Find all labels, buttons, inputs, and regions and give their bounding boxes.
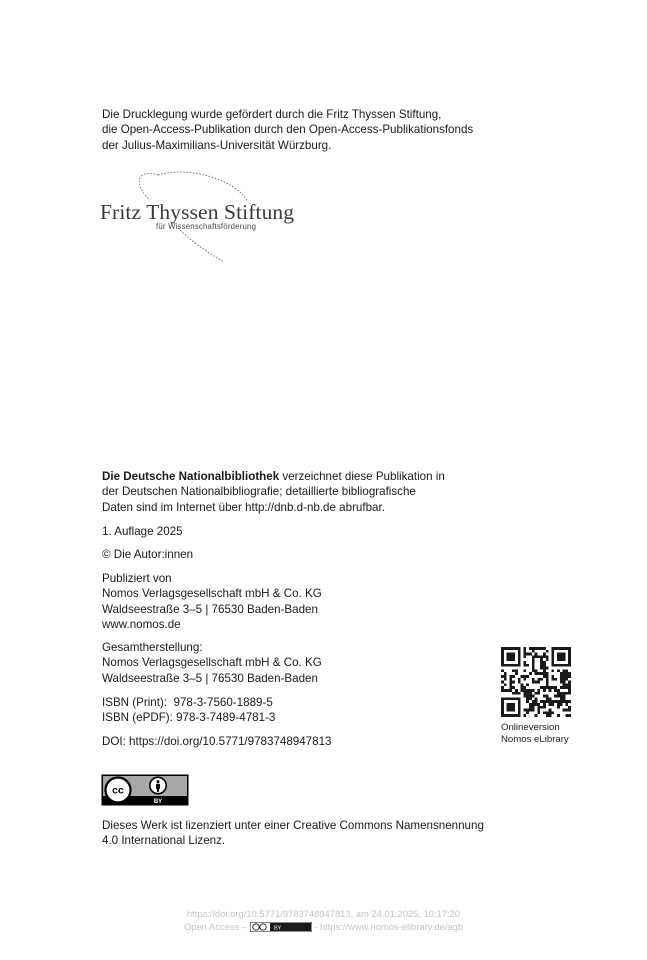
production: [102, 640, 322, 686]
funding-line: die Open-Access-Publikation durch den Open-Access-Publikationsfonds: [102, 123, 474, 137]
publisher-line: Waldseestraße 3–5 | 76530 Baden-Baden: [102, 602, 318, 616]
license-line: 4.0 International Lizenz.: [102, 834, 226, 848]
publisher: [102, 571, 322, 633]
funding-line: Die Drucklegung wurde gefördert durch die Fritz Thyssen Stiftung,: [102, 108, 442, 121]
dnb-line: Daten sind im Internet über http://dnb.d-nb.de abrufbar.: [102, 500, 385, 514]
publisher-line: Nomos Verlagsgesellschaft mbH & Co. KG: [102, 587, 322, 601]
access-watermark: [0, 908, 647, 933]
qr-caption-line: Nomos eLibrary: [501, 734, 569, 745]
copyright: [102, 547, 193, 562]
dnb-line: der Deutschen Nationalbibliografie; detaillierte bibliografische: [102, 485, 416, 499]
publisher-line: Publiziert von: [102, 572, 172, 585]
dnb-line: [102, 469, 445, 484]
mini-cc-by-icon: [250, 922, 312, 932]
qr-caption: [501, 722, 581, 746]
qr-code-icon: [501, 647, 571, 717]
qr-block: [501, 647, 581, 746]
watermark-prefix: Open Access –: [183, 920, 250, 932]
logo-subtitle: für Wissenschaftsförderung: [156, 222, 257, 231]
dnb-bold: Die Deutsche Nationalbibliothek: [102, 470, 280, 483]
license-notice: [102, 818, 484, 849]
production-line: Gesamtherstellung:: [102, 641, 203, 654]
doi-text: DOI: https://doi.org/10.5771/9783748947813: [102, 735, 332, 748]
edition-text: 1. Auflage 2025: [102, 525, 183, 538]
logo-name: Fritz Thyssen Stiftung: [100, 200, 295, 224]
production-line: Waldseestraße 3–5 | 76530 Baden-Baden: [102, 671, 318, 685]
isbn-epdf: ISBN (ePDF): 978-3-7489-4781-3: [102, 711, 276, 725]
dnb-notice: [102, 469, 445, 515]
cc-by-badge: [101, 774, 189, 806]
publisher-website: www.nomos.de: [102, 618, 181, 632]
watermark-line: [0, 921, 647, 934]
funding-line: der Julius-Maximilians-Universität Würzburg.: [102, 138, 332, 152]
cc-text: cc: [112, 784, 124, 797]
copyright-text: © Die Autor:innen: [102, 548, 194, 561]
license-line: Dieses Werk ist lizenziert unter einer Creative Commons Namensnennung: [102, 819, 484, 832]
production-line: Nomos Verlagsgesellschaft mbH & Co. KG: [102, 656, 322, 670]
mini-by-text: BY: [273, 925, 281, 932]
watermark-line: https://doi.org/10.5771/9783748947813, am 24.01.2025, 10:17:20: [186, 908, 461, 919]
dnb-line1-rest: verzeichnet diese Publikation in: [279, 470, 445, 483]
by-text: BY: [153, 798, 163, 805]
isbn-print: ISBN (Print): 978-3-7560-1889-5: [102, 696, 273, 709]
doi: [102, 734, 331, 749]
isbn: [102, 695, 275, 726]
funding-note: [102, 107, 473, 153]
edition: [102, 524, 183, 539]
qr-caption-line: Onlineversion: [501, 722, 560, 733]
watermark-suffix: - https://www.nomos-elibrary.de/agb: [311, 920, 464, 932]
fritz-thyssen-logo: [98, 162, 308, 266]
